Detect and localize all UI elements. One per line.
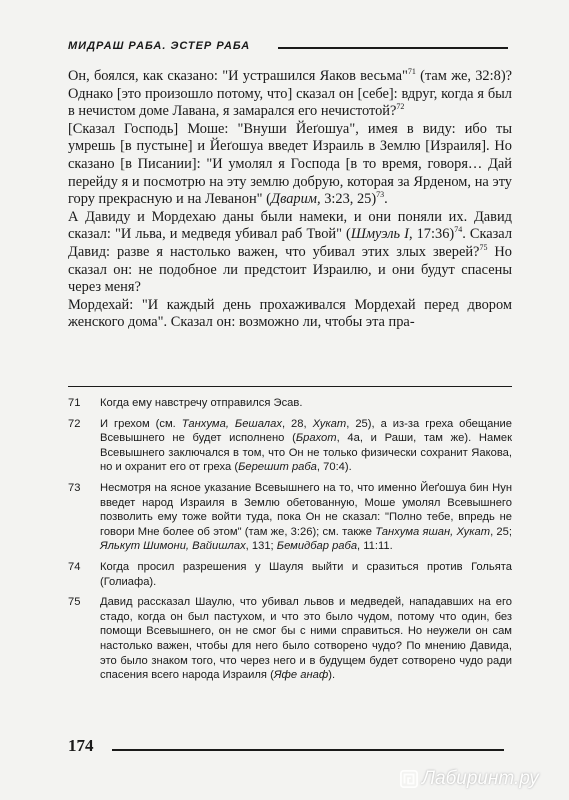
source-ref: Дварим <box>270 191 317 208</box>
header-rule <box>278 47 508 49</box>
paragraph-3: А Давиду и Мордехаю даны были намеки, и они поняли их. Давид сказал: "И льва, и медведя убивал раб Твой" (Шмуэль I, 17:36)$^{74}$. Сказал Давид: разве я настолько важен, что убивал этих злых зверей?$^{75}$ Но сказал он: не подобное ли предстоит Израилю, и они будут спасены через меня? <box>68 208 513 296</box>
source-ref: Шмуэль I <box>350 226 409 243</box>
footnote-ref-71[interactable]: 71 <box>407 67 416 77</box>
footnotes <box>68 396 512 689</box>
page-number: 174 <box>68 736 94 755</box>
footnote-number: 74 <box>68 560 81 573</box>
footnote-ref-72[interactable]: 72 <box>396 102 405 112</box>
footnote-number: 73 <box>68 481 81 494</box>
footnote-text: Когда просил разрешения у Шауля выйти и сразиться против Гольята (Голиафа). <box>100 560 512 588</box>
footnote-number: 72 <box>68 417 81 430</box>
footnote-text: Давид рассказал Шаулю, что убивал львов и медведей, нападавших на его стадо, когда он был пастухом, и что это было чудом, потому что один, без помощи Всевышнего, он не смог бы с ними справиться. Но неужели он сам настолько важен, чтобы для него было сотворено чудо? По мнению Давида, это было знаком того, что через него и в будущем будет сотворено чудо ради спасения всего народа Израиля (Яфе анаф). <box>100 596 512 682</box>
footnote-ref-74[interactable]: 74 <box>454 225 463 235</box>
footnote-ref-75[interactable]: 75 <box>479 243 488 253</box>
footnote-separator <box>68 386 512 387</box>
footnote-75 <box>68 595 512 683</box>
paragraph-1: Он, боялся, как сказано: "И устрашился Яаков весьма"$^{71}$ (там же, 32:8)? Однако [это произошло потому, что] сказал он [себе]: вдруг, когда я был в нечистом доме Лавана, я замарался его нечистотой?$^{72}$ <box>68 67 512 120</box>
page-footer <box>68 736 508 756</box>
main-text <box>68 68 512 332</box>
labyrinth-logo-icon <box>400 770 418 788</box>
page-header <box>68 40 508 52</box>
footnote-74 <box>68 560 512 589</box>
footnote-72 <box>68 417 512 475</box>
running-head: МИДРАШ РАБА. ЭСТЕР РАБА <box>68 40 251 52</box>
footnote-71 <box>68 396 512 411</box>
footnote-number: 71 <box>68 397 81 409</box>
paragraph-2: [Сказал Господь] Моше: "Внуши Йеґошуа", имея в виду: ибо ты умрешь [в пустыне] и Йеґошуа введет Израиль в Землю [Израиля]. Но сказано [в Писании]: "И умолял я Господа [в то время, говоря… Дай перейду я и посмотрю на эту землю добрую, которая за Ярденом, на эту гору прекрасную и на Леванон" (Дварим, 3:23, 25)$^{73}$. <box>68 120 512 208</box>
footer-rule <box>112 749 504 751</box>
footnote-73 <box>68 481 512 554</box>
watermark-text: Лабиринт.ру <box>422 768 539 789</box>
footnote-ref-73[interactable]: 73 <box>376 190 385 200</box>
footnote-text: И грехом (см. Танхума, Бешалах, 28, Хукат, 25), а из-за греха обещание Всевышнего не будет исполнено (Брахот, 4а, и Раши, там же). Намек Всевышнего заключался в том, что Он не только физически сохранит Яакова, но и охранит его от греха (Берешит раба, 70:4). <box>100 417 513 474</box>
footnote-number: 75 <box>68 596 81 609</box>
footnote-text: Несмотря на ясное указание Всевышнего на то, что именно Йеґошуа бин Нун введет народ Израиля в Землю обетованную, Моше умолял Всевышнего позволить ему тоже войти туда, пока Он не сказал: "Полно тебе, впредь не говори Мне более об этом" (там же, 3:26); см. также Танхума яшан, Хукат, 25; Ялькут Шимони, Вайишлах, 131; Бемидбар раба, 11:11. <box>100 481 512 553</box>
watermark <box>400 768 539 790</box>
paragraph-4: Мордехай: "И каждый день прохаживался Мордехай перед двором женского дома". Сказал он: возможно ли, чтобы эта пра- <box>68 296 512 331</box>
footnote-text: Когда ему навстречу отправился Эсав. <box>100 397 303 409</box>
